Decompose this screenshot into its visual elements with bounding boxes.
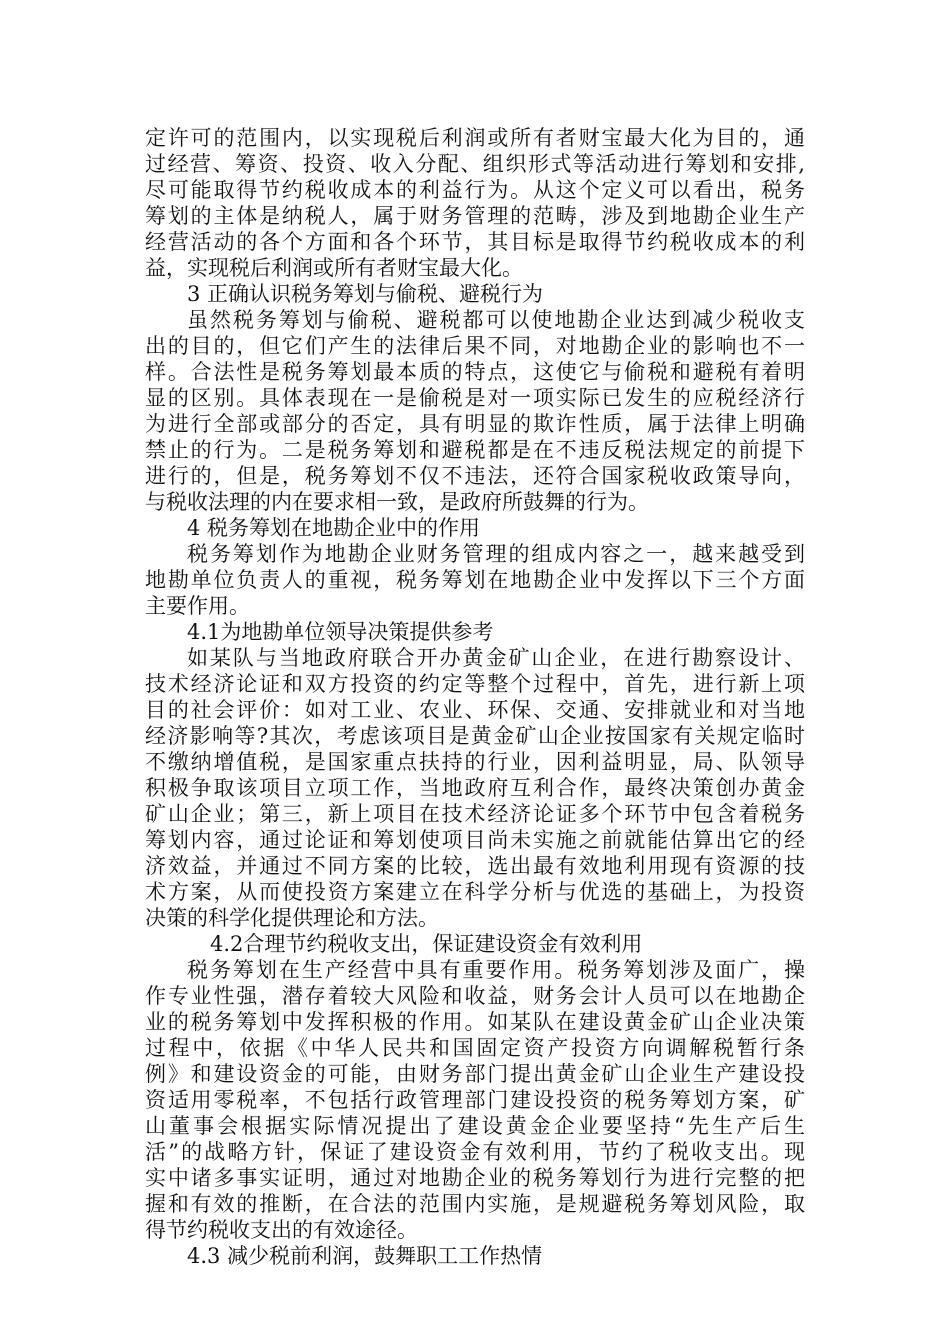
paragraph-end-line: 益，实现税后利润或所有者财宝最大化。 [145, 256, 523, 280]
text-line: 技术经济论证和双方投资的约定等整个过程中，首先，进行新上项 [145, 672, 805, 696]
text-line: 目的社会评价：如对工业、农业、环保、交通、安排就业和对当地 [145, 698, 805, 722]
subsection-heading: 4.1为地勘单位领导决策提供参考 [187, 620, 494, 644]
text-line: 显的区别。具体表现在一是偷税是对一项实际已发生的应税经济行 [145, 386, 805, 410]
text-line: 虽然税务筹划与偷税、避税都可以使地勘企业达到减少税收支 [187, 308, 805, 332]
text-line: 山董事会根据实际情况提出了建设黄金企业要坚持“先生产后生 [145, 1114, 805, 1138]
text-line: 握和有效的推断，在合法的范围内实施，是规避税务筹划风险，取 [145, 1192, 805, 1216]
text-line: 经营活动的各个方面和各个环节，其目标是取得节约税收成本的利 [145, 230, 805, 254]
text-line: 地勘单位负责人的重视，税务筹划在地勘企业中发挥以下三个方面 [145, 568, 805, 592]
text-line: 如某队与当地政府联合开办黄金矿山企业，在进行勘察设计、 [187, 646, 805, 670]
text-line: 样。合法性是税务筹划最本质的特点，这使它与偷税和避税有着明 [145, 360, 805, 384]
text-line: 为进行全部或部分的否定，具有明显的欺诈性质，属于法律上明确 [145, 412, 805, 436]
text-line: 进行的，但是，税务筹划不仅不违法，还符合国家税收政策导向， [145, 464, 805, 488]
text-line: 经济影响等?其次，考虑该项目是黄金矿山企业按国家有关规定临时 [145, 724, 805, 748]
text-line: 尽可能取得节约税收成本的利益行为。从这个定义可以看出，税务 [145, 178, 805, 202]
text-line: 不缴纳增值税，是国家重点扶持的行业，因利益明显，局、队领导 [145, 750, 805, 774]
paragraph-end-line: 决策的科学化提供理论和方法。 [145, 906, 439, 930]
subsection-heading: 4.3 减少税前利润，鼓舞职工工作热情 [187, 1244, 543, 1268]
text-line: 济效益，并通过不同方案的比较，选出最有效地利用现有资源的技 [145, 854, 805, 878]
text-line: 资适用零税率，不包括行政管理部门建设投资的税务筹划方案，矿 [145, 1088, 805, 1112]
text-line: 矿山企业；第三，新上项目在技术经济论证多个环节中包含着税务 [145, 802, 805, 826]
text-line: 税务筹划在生产经营中具有重要作用。税务筹划涉及面广，操 [187, 958, 805, 982]
text-line: 筹划内容，通过论证和筹划使项目尚未实施之前就能估算出它的经 [145, 828, 805, 852]
paragraph-end-line: 主要作用。 [145, 594, 250, 618]
text-line: 实中诸多事实证明，通过对地勘企业的税务筹划行为进行完整的把 [145, 1166, 805, 1190]
section-heading: 4 税务筹划在地勘企业中的作用 [187, 516, 481, 540]
text-line: 活”的战略方针，保证了建设资金有效利用，节约了税收支出。现 [145, 1140, 805, 1164]
text-line: 定许可的范围内，以实现税后利润或所有者财宝最大化为目的，通 [145, 126, 805, 150]
section-heading: 3 正确认识税务筹划与偷税、避税行为 [187, 282, 544, 306]
text-line: 过经营、筹资、投资、收入分配、组织形式等活动进行筹划和安排, [145, 152, 805, 176]
subsection-heading: 4.2合理节约税收支出，保证建设资金有效利用 [210, 932, 643, 956]
text-line: 例》和建设资金的可能，由财务部门提出黄金矿山企业生产建设投 [145, 1062, 805, 1086]
text-line: 筹划的主体是纳税人，属于财务管理的范畴，涉及到地勘企业生产 [145, 204, 805, 228]
paragraph-end-line: 与税收法理的内在要求相一致，是政府所鼓舞的行为。 [145, 490, 649, 514]
text-line: 术方案，从而使投资方案建立在科学分析与优选的基础上，为投资 [145, 880, 805, 904]
text-line: 积极争取该项目立项工作，当地政府互利合作，最终决策创办黄金 [145, 776, 805, 800]
text-line: 禁止的行为。二是税务筹划和避税都是在不违反税法规定的前提下 [145, 438, 805, 462]
text-line: 作专业性强，潜存着较大风险和收益，财务会计人员可以在地勘企 [145, 984, 805, 1008]
paragraph-end-line: 得节约税收支出的有效途径。 [145, 1218, 418, 1242]
text-line: 出的目的，但它们产生的法律后果不同，对地勘企业的影响也不一 [145, 334, 805, 358]
text-line: 过程中，依据《中华人民共和国固定资产投资方向调解税暂行条 [145, 1036, 805, 1060]
text-line: 税务筹划作为地勘企业财务管理的组成内容之一，越来越受到 [187, 542, 805, 566]
text-line: 业的税务筹划中发挥积极的作用。如某队在建设黄金矿山企业决策 [145, 1010, 805, 1034]
